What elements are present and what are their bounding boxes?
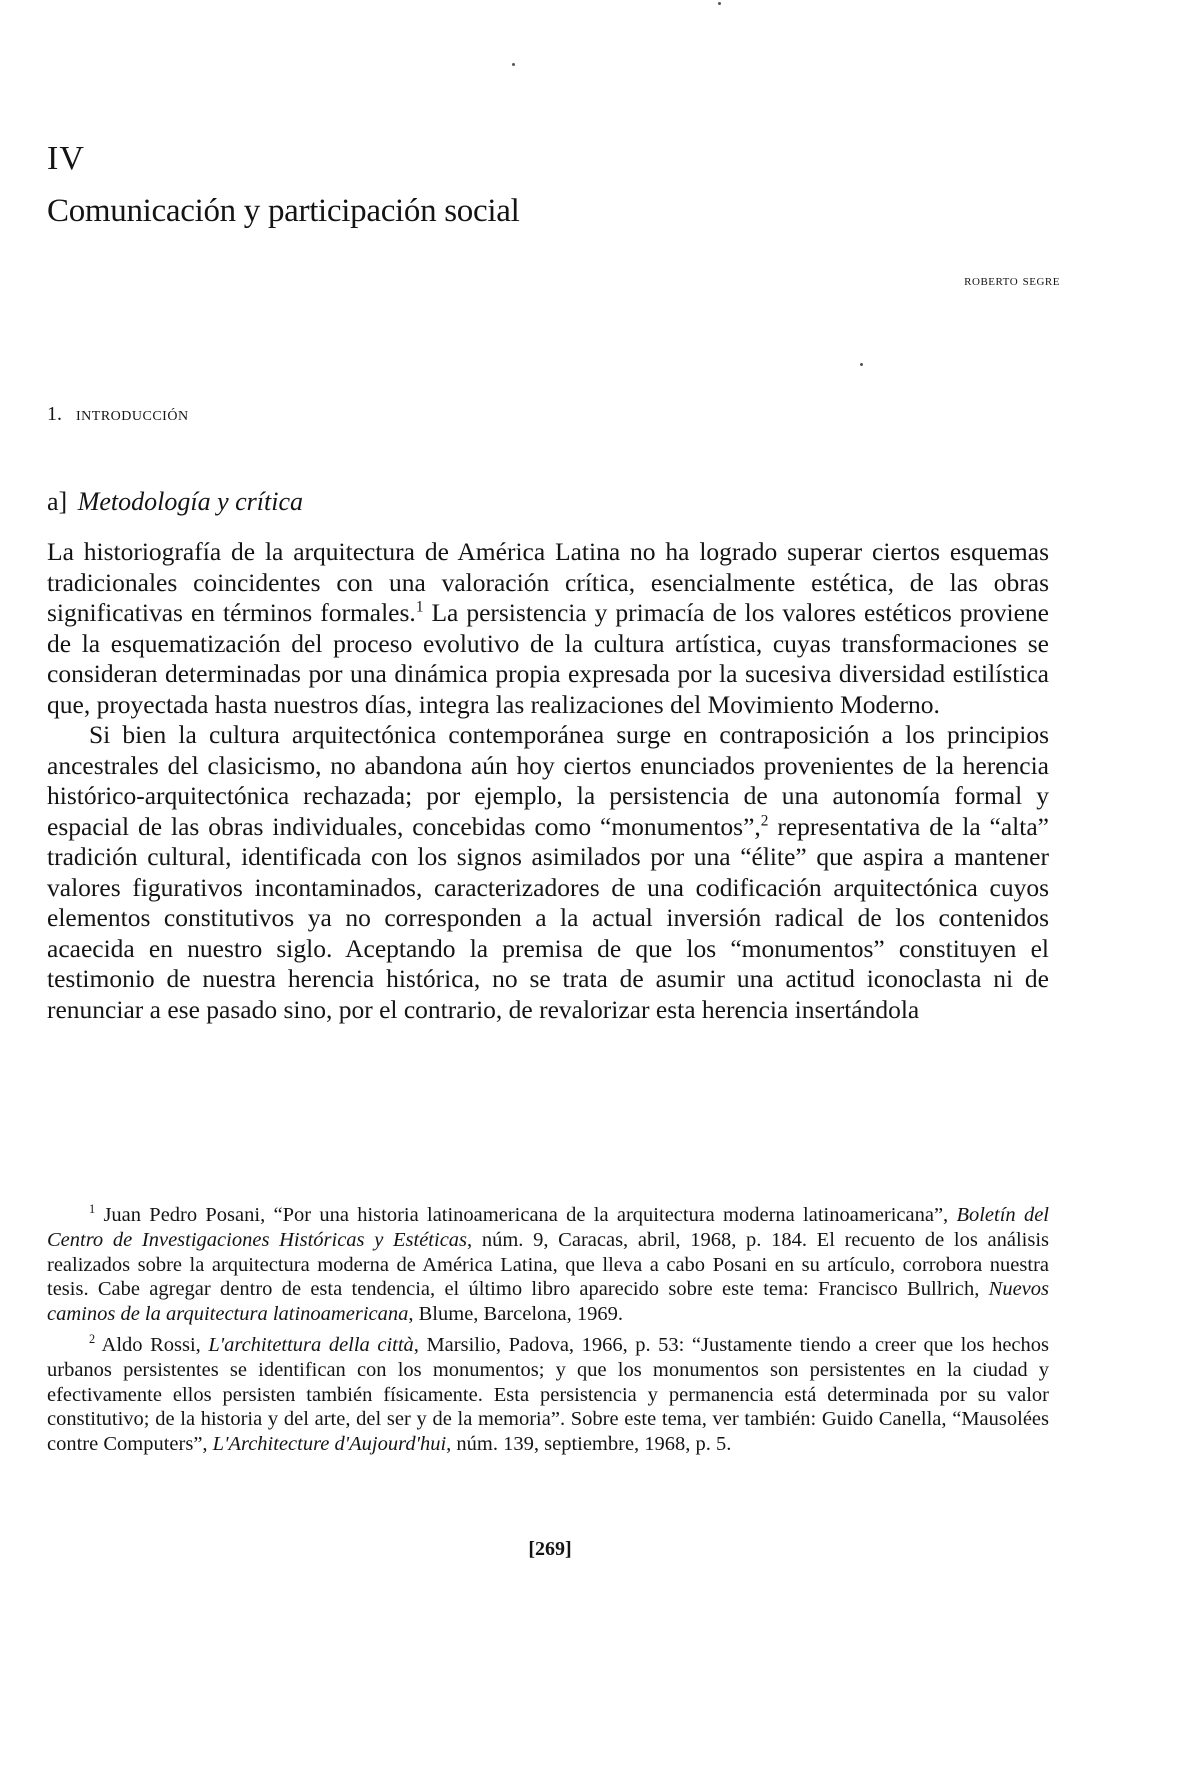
paragraph-1 (47, 537, 1049, 720)
paragraph-1-text-b: La persistencia y primacía de los valores estéticos proviene de la esquematización del proceso evolutivo de la cultura artística, cuyas transformaciones se consideran determinadas por una dinámica propia expresada por la sucesiva diversidad estilística que, proyectada hasta nuestros días, integra las realizaciones del Movimiento Moderno. (47, 598, 1049, 719)
footnote-1-mark: 1 (89, 1202, 96, 1217)
paragraph-2 (47, 720, 1049, 1025)
subsection-letter: a] (47, 487, 68, 516)
chapter-number: IV (47, 140, 85, 177)
footnote-1-text-c: , Blume, Barcelona, 1969. (408, 1303, 624, 1326)
paragraph-2-text-a: Si bien la cultura arquitectónica contemporánea surge en contraposición a los principios ancestrales del clasicismo, no abandona aún hoy ciertos enunciados provenientes de la herencia histórico-arquitectónica rechazada; por ejemplo, la persistencia de una autonomía formal y espacial de las obras individuales, concebidas como “monumentos”, (47, 720, 1049, 841)
footnote-ref-1: 1 (415, 598, 424, 616)
footnote-2-journal: L'Architecture d'Aujourd'hui (212, 1433, 447, 1456)
body-text (47, 537, 1049, 1025)
paragraph-2-text-b: representativa de la “alta” tradición cultural, identificada con los signos asimilados por una “élite” que aspira a mantener valores figurativos incontaminados, caracterizadores de una codificación arquitectónica cuyos elementos constitutivos ya no corresponden a la actual inversión radical de los contenidos acaecida en nuestro siglo. Aceptando la premisa de que los “monumentos” constituyen el testimonio de nuestra herencia histórica, no se trata de asumir una actitud iconoclasta ni de renunciar a ese pasado sino, por el contrario, de revalorizar esta herencia insertándola (47, 811, 1049, 1024)
subsection-heading (47, 487, 303, 517)
footnote-2-text-c: , núm. 139, septiembre, 1968, p. 5. (446, 1433, 732, 1456)
paragraph-1-text-a: La historiografía de la arquitectura de América Latina no ha logrado superar ciertos esquemas tradicionales coincidentes con una valoración crítica, esencialmente estética, de las obras significativas en términos formales. (47, 537, 1049, 627)
section-title: introducción (76, 403, 189, 425)
footnote-1-text-a: Juan Pedro Posani, “Por una historia latinoamericana de la arquitectura moderna latinoamericana”, (95, 1204, 957, 1226)
scan-speck (860, 363, 863, 366)
author-name: roberto segre (964, 272, 1060, 289)
footnote-2-text-a: Aldo Rossi, (95, 1333, 209, 1356)
footnote-2 (47, 1333, 1049, 1457)
footnote-1-book: Nuevos caminos de la arquitectura latinoamericana (47, 1278, 1049, 1326)
scan-speck (718, 2, 721, 5)
subsection-title: Metodología y crítica (77, 487, 303, 516)
footnote-ref-2: 2 (760, 812, 769, 829)
footnote-2-book: L'architettura della città (208, 1333, 414, 1356)
section-number: 1. (47, 403, 62, 425)
footnote-2-mark: 2 (89, 1332, 96, 1347)
footnote-2-text-b: , Marsilio, Padova, 1966, p. 53: “Justamente tiendo a creer que los hechos urbanos persistentes se identifican con los monumentos; y que los monumentos son persistentes en la ciudad y efectivamente ellos persisten también físicamente. Esta persistencia y permanencia está determinada por su valor constitutivo; de la historia y del arte, del ser y de la memoria”. Sobre este tema, ver también: Guido Canella, “Mausolées contre Computers”, (47, 1333, 1049, 1456)
footnote-1-journal: Boletín del Centro de Investigaciones Históricas y Estéticas (47, 1204, 1049, 1251)
chapter-title: Comunicación y participación social (47, 193, 520, 229)
footnotes (47, 1203, 1049, 1463)
footnote-1-text-b: , núm. 9, Caracas, abril, 1968, p. 184. El recuento de los análisis realizados sobre la arquitectura moderna de América Latina, que lleva a cabo Posani en su artículo, corrobora nuestra tesis. Cabe agregar dentro de esta tendencia, el último libro aparecido sobre este tema: Francisco Bullrich, (47, 1228, 1049, 1301)
footnote-1 (47, 1203, 1049, 1327)
section-heading (47, 403, 189, 426)
page-number: [269] (528, 1538, 572, 1560)
scan-speck (512, 63, 515, 66)
